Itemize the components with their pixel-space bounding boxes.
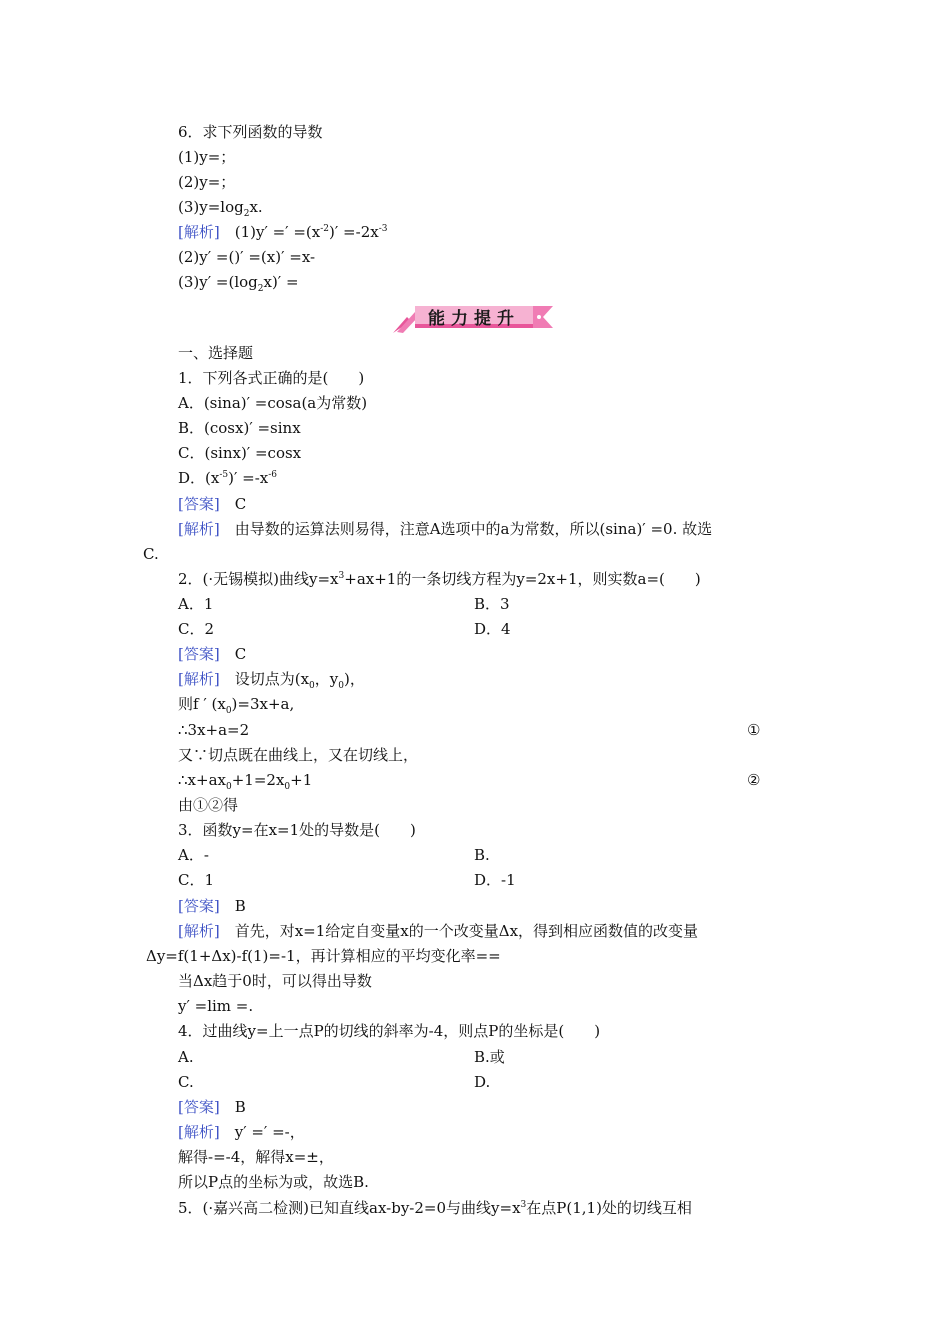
section-title: 一、选择题 [178, 344, 254, 362]
q4-option-b: B.或 [474, 1048, 505, 1066]
q2-option-a: A．1 [178, 595, 214, 613]
q1-answer: [答案] C [178, 495, 247, 513]
q4-solution-2: 解得-=-4，解得x=±， [178, 1148, 334, 1166]
q1-option-b: B．(cosx)′ =sinx [178, 419, 301, 437]
equation-marker-1: ① [747, 721, 761, 739]
q2-solution-1: [解析] 设切点为($x_0$，$y_0$)， [178, 670, 365, 691]
q6-title: 6．求下列函数的导数 [178, 123, 323, 141]
q5-stem: 5．(·嘉兴高二检测)已知直线ax-by-2=0与曲线$y=x^3$在点P(1,1)处的切线互相 [178, 1199, 692, 1217]
q1-solution: [解析] 由导数的运算法则易得，注意A选项中的a为常数，所以(sina)′ =0. 故选 [178, 520, 713, 538]
q3-solution-4: y′ =lim =. [178, 997, 254, 1015]
q1-option-a: A．(sina)′ =cosa(a为常数) [178, 394, 368, 412]
q2-solution-2: 则f ′ $(x_0)=3x+a$, [178, 695, 295, 716]
q3-option-b: B. [474, 846, 490, 864]
q1-solution-cont: C. [143, 545, 159, 563]
q6-solution-2: (2)y′ =()′ =(x)′ =x- [178, 248, 316, 266]
q6-part-2: (2)y=； [178, 173, 236, 191]
q3-answer: [答案] B [178, 897, 246, 915]
q3-stem: 3．函数y=在x=1处的导数是( ) [178, 821, 416, 839]
q4-solution-1: [解析] y′ =′ =-， [178, 1123, 305, 1141]
q4-stem: 4．过曲线y=上一点P的切线的斜率为-4，则点P的坐标是( ) [178, 1022, 601, 1040]
q3-solution-2: Δy=f(1+Δx)-f(1)=-1，再计算相应的平均变化率== [146, 947, 501, 965]
q6-solution-3: $(3)y' =(\log_2x)'$ = [178, 273, 299, 294]
q2-solution-5: $\therefore x+ax_0+1=2x_0+1$ [178, 771, 313, 792]
q4-option-d: D. [474, 1073, 491, 1091]
q2-solution-3: ∴3x+a=2 [178, 721, 250, 739]
q2-solution-4: 又∵切点既在曲线上，又在切线上， [178, 746, 419, 764]
q3-solution-3: 当Δx趋于0时，可以得出导数 [178, 972, 372, 990]
q3-solution-1: [解析] 首先，对x=1给定自变量x的一个改变量Δx，得到相应函数值的改变量 [178, 922, 699, 940]
q2-option-c: C．2 [178, 620, 215, 638]
q6-part-1: (1)y=； [178, 148, 236, 166]
q4-solution-3: 所以P点的坐标为或，故选B. [178, 1173, 369, 1191]
q2-stem: 2．(·无锡模拟)曲线$y=x^3+ax+1$的一条切线方程为y=2x+1，则实数a=( ) [178, 570, 701, 588]
equation-marker-2: ② [747, 771, 761, 789]
q3-option-d: D．-1 [474, 871, 516, 889]
q1-stem: 1．下列各式正确的是( ) [178, 369, 365, 387]
banner-title: 能力提升 [428, 309, 520, 329]
q2-option-b: B．3 [474, 595, 510, 613]
q6-part-3: $(3)y=\log_2x$. [178, 198, 263, 219]
q4-answer: [答案] B [178, 1098, 246, 1116]
q4-option-c: C. [178, 1073, 194, 1091]
q6-solution-1: [解析] (1)y′ =′ $=(x^{-2})' =-2x^{-3}$ [178, 223, 388, 241]
q4-option-a: A. [178, 1048, 194, 1066]
q2-option-d: D．4 [474, 620, 511, 638]
q1-option-c: C．(sinx)′ =cosx [178, 444, 302, 462]
q2-answer: [答案] C [178, 645, 247, 663]
q3-option-c: C．1 [178, 871, 215, 889]
q2-solution-6: 由①②得 [178, 796, 239, 814]
q1-option-d: D．$(x^{-5})' =-x^{-6}$ [178, 469, 278, 487]
analysis-tag: [解析] [178, 223, 220, 241]
ability-banner [393, 300, 555, 334]
q3-option-a: A．- [178, 846, 209, 864]
